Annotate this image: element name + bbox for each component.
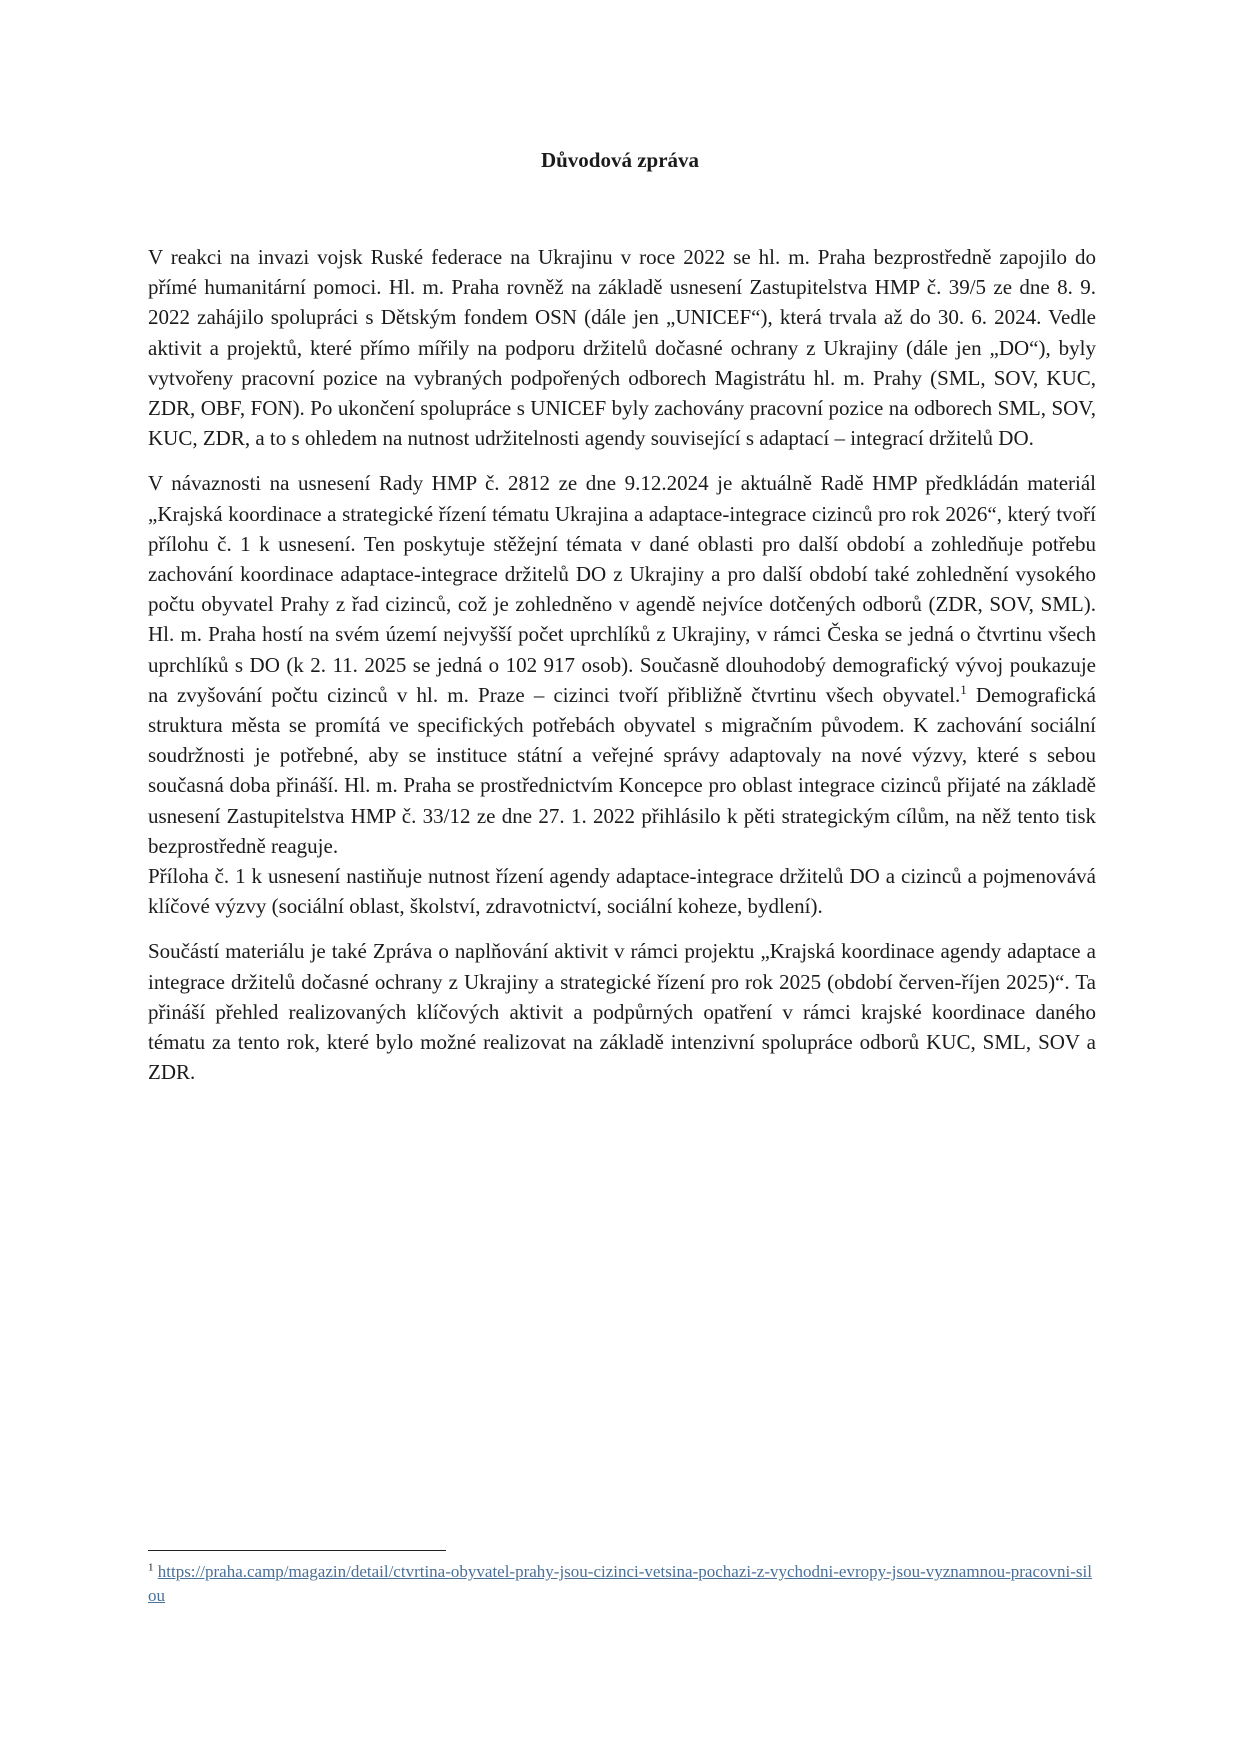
- paragraph-3: Příloha č. 1 k usnesení nastiňuje nutnost řízení agendy adaptace-integrace držitelů DO a cizinců a pojmenovává klíčové výzvy (sociální oblast, školství, zdravotnictví, sociální koheze, bydlení).: [148, 864, 1096, 919]
- footnote-separator: [148, 1550, 446, 1551]
- paragraph-1: V reakci na invazi vojsk Ruské federace na Ukrajinu v roce 2022 se hl. m. Praha bezprostředně zapojilo do přímé humanitární pomoci. Hl. m. Praha rovněž na základě usnesení Zastupitelstva HMP č. 39/5 ze dne 8. 9. 2022 zahájilo spolupráci s Dětským fondem OSN (dále jen „UNICEF“), která trvala až do 30. 6. 2024. Vedle aktivit a projektů, které přímo mířily na podporu držitelů dočasné ochrany z Ukrajiny (dále jen „DO“), byly vytvořeny pracovní pozice na vybraných podpořených odborech Magistrátu hl. m. Prahy (SML, SOV, KUC, ZDR, OBF, FON). Po ukončení spolupráce s UNICEF byly zachovány pracovní pozice na odborech SML, SOV, KUC, ZDR, a to s ohledem na nutnost udržitelnosti agendy související s adaptací – integrací držitelů DO.: [148, 245, 1096, 451]
- paragraph-4: Součástí materiálu je také Zpráva o naplňování aktivit v rámci projektu „Krajská koordinace agendy adaptace a integrace držitelů dočasné ochrany z Ukrajiny a strategické řízení pro rok 2025 (období červen-říjen 2025)“. Ta přináší přehled realizovaných klíčových aktivit a podpůrných opatření v rámci krajské koordinace daného tématu za tento rok, které bylo možné realizovat na základě intenzivní spolupráce odborů KUC, SML, SOV a ZDR.: [148, 939, 1096, 1085]
- footnote-marker: 1: [148, 1561, 154, 1574]
- footnote: [148, 1560, 1096, 1608]
- footnote-reference[interactable]: 1: [960, 681, 967, 697]
- paragraph-2-text-b: Demografická struktura města se promítá ve specifických potřebách obyvatel s migračním původem. K zachování sociální soudržnosti je potřebné, aby se instituce státní a veřejné správy adaptovaly na nové výzvy, které s sebou současná doba přináší. Hl. m. Praha se prostřednictvím Koncepce pro oblast integrace cizinců přijaté na základě usnesení Zastupitelstva HMP č. 33/12 ze dne 27. 1. 2022 přihlásilo k pěti strategickým cílům, na něž tento tisk bezprostředně reaguje.: [148, 682, 1096, 858]
- paragraph-2-text-a: V návaznosti na usnesení Rady HMP č. 2812 ze dne 9.12.2024 je aktuálně Radě HMP předkládán materiál „Krajská koordinace a strategické řízení tématu Ukrajina a adaptace-integrace cizinců pro rok 2026“, který tvoří přílohu č. 1 k usnesení. Ten poskytuje stěžejní témata v dané oblasti pro další období a zohledňuje potřebu zachování koordinace adaptace-integrace držitelů DO z Ukrajiny a pro další období také zohlednění vysokého počtu obyvatel Prahy z řad cizinců, což je zohledněno v agendě nejvíce dotčených odborů (ZDR, SOV, SML). Hl. m. Praha hostí na svém území nejvyšší počet uprchlíků z Ukrajiny, v rámci Česka se jedná o čtvrtinu všech uprchlíků s DO (k 2. 11. 2025 se jedná o 102 917 osob). Současně dlouhodobý demografický vývoj poukazuje na zvyšování počtu cizinců v hl. m. Praze – cizinci tvoří přibližně čtvrtinu všech obyvatel.: [148, 471, 1096, 707]
- document-body: [148, 242, 1096, 1087]
- paragraph-2: [148, 468, 1096, 861]
- document-title: Důvodová zpráva: [540, 148, 700, 172]
- footnote-link[interactable]: https://praha.camp/magazin/detail/ctvrtina-obyvatel-prahy-jsou-cizinci-vetsina-pochazi-z-vychodni-evropy-jsou-vyznamnou-pracovni-silou: [148, 1562, 1092, 1605]
